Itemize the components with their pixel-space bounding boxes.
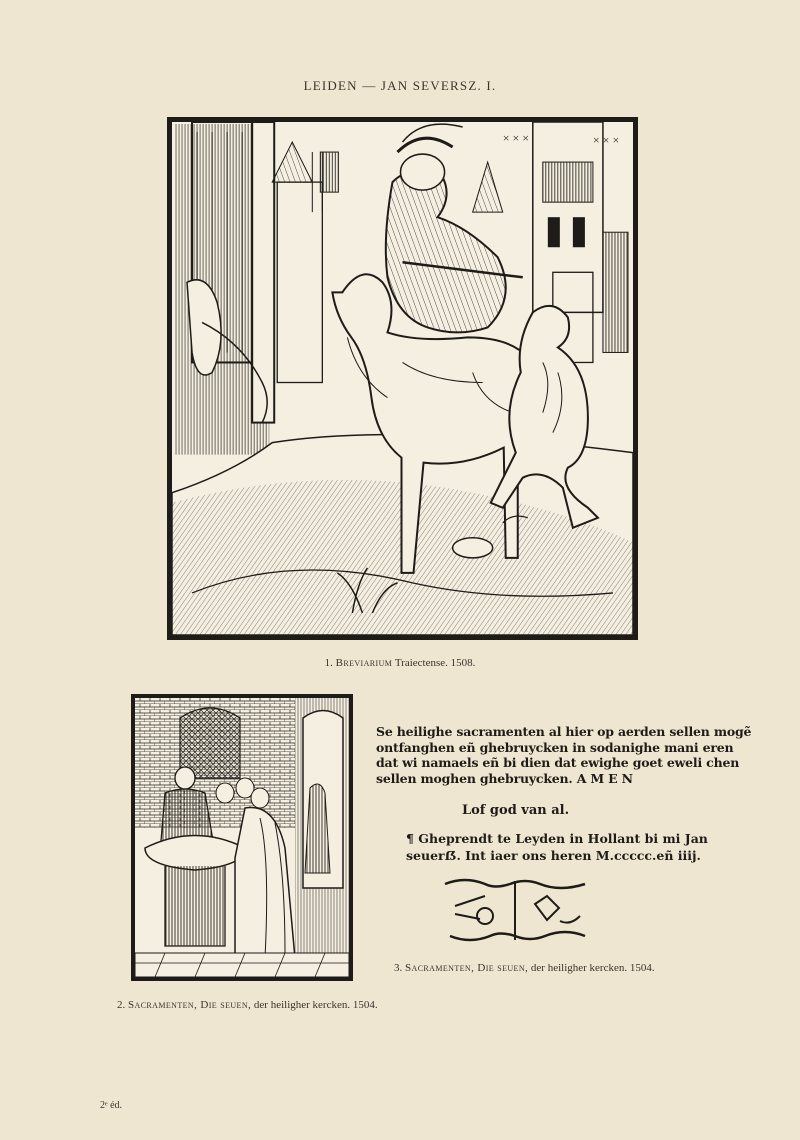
colophon-laus: Lof god van al. bbox=[462, 803, 570, 818]
woodcut-st-martin-drawing bbox=[172, 122, 633, 635]
figure-details: der heiligher kercken. 1504. bbox=[528, 962, 655, 974]
figure-number: 2. bbox=[117, 999, 126, 1011]
figure-number: 3. bbox=[394, 962, 403, 974]
woodcut-baptism-drawing bbox=[135, 698, 349, 977]
svg-text:× × ×: × × × bbox=[502, 131, 530, 146]
figure-details: Traiectense. 1508. bbox=[392, 657, 476, 669]
figure-title: Breviarium bbox=[335, 657, 393, 669]
page-header: LEIDEN — JAN SEVERSZ. I. bbox=[303, 78, 497, 93]
figure-caption-3 bbox=[394, 962, 655, 974]
figure-title: Sacramenten, Die seuen, bbox=[405, 962, 529, 974]
colophon-line: Se heilighe sacramenten al hier op aerden sellen mogẽ bbox=[376, 724, 752, 739]
figure-number: 1. bbox=[324, 657, 333, 669]
printers-mark-icon bbox=[440, 876, 590, 944]
woodcut-baptism bbox=[131, 694, 353, 981]
figure-caption-2 bbox=[117, 999, 378, 1011]
svg-text:× × ×: × × × bbox=[592, 133, 620, 148]
colophon-line: dat wi namaels eñ bi dien dat ewighe goet eweli chen bbox=[376, 755, 740, 771]
colophon-line: ontfanghen eñ ghebruycken in sodanighe mani eren bbox=[376, 739, 734, 755]
woodcut-st-martin bbox=[167, 117, 638, 640]
edition-note: 2ᵉ éd. bbox=[100, 1100, 123, 1111]
imprint-line: seuerẞ. Int iaer ons heren M.ccccc.eñ iiij. bbox=[406, 848, 701, 863]
colophon-line: sellen moghen ghebruycken. A M E N bbox=[376, 770, 633, 786]
colophon-text bbox=[376, 724, 752, 786]
figure-caption-1 bbox=[0, 657, 800, 669]
colophon-imprint bbox=[406, 830, 708, 864]
figure-title: Sacramenten, Die seuen, bbox=[128, 999, 252, 1011]
figure-details: der heiligher kercken. 1504. bbox=[251, 999, 378, 1011]
imprint-line: ¶ Gheprendt te Leyden in Hollant bi mi Jan bbox=[406, 831, 708, 846]
